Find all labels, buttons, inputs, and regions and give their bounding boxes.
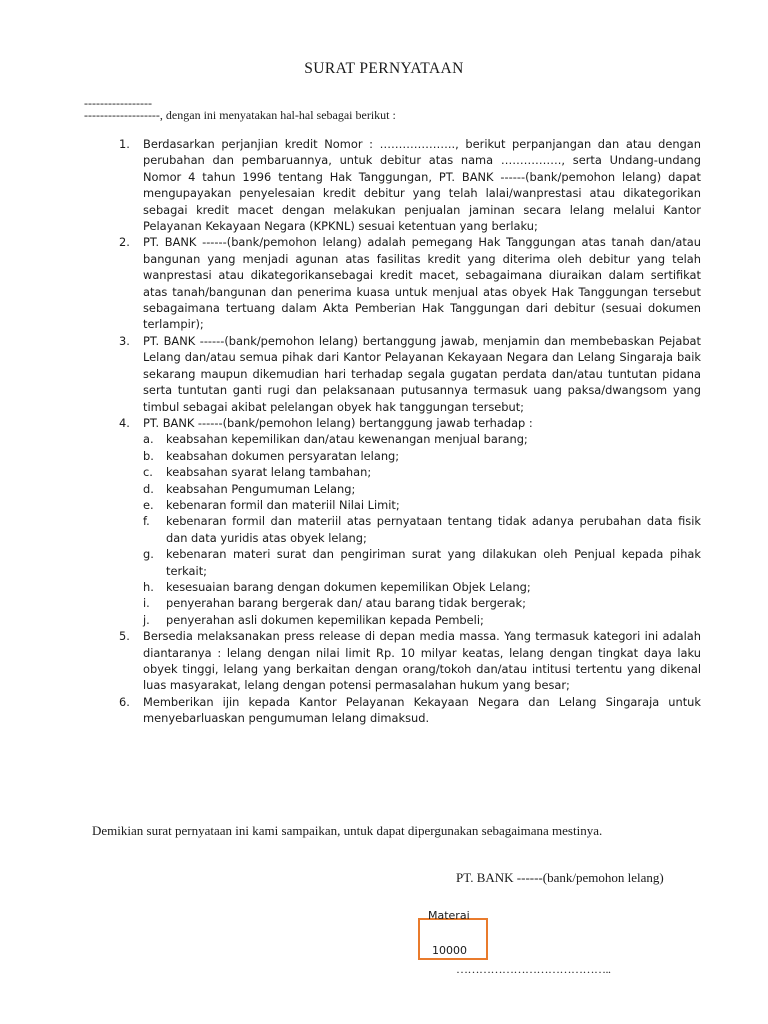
item-text: Bersedia melaksanakan press release di depan media massa. Yang termasuk kategori ini adalah diantaranya : lelang dengan nilai limit Rp. 10 milyar keatas, lelang dengan tingkat daya laku obyek tinggi, lelang yang berkaitan dengan orang/tokoh dan/atau intitusi tertentu yang dikenal luas masyarakat, lelang dengan potensi permasalahan hukum yang besar;: [143, 629, 701, 693]
sub-item-letter: j.: [143, 612, 150, 627]
item-number: 3.: [119, 333, 130, 348]
declarant-name-blank: -----------------: [84, 96, 152, 110]
sub-item-letter: e.: [143, 497, 154, 512]
sub-item-text: keabsahan Pengumuman Lelang;: [166, 481, 356, 496]
sub-list-item: [143, 431, 701, 447]
sub-item-text: kebenaran formil dan materiil Nilai Limit;: [166, 497, 400, 512]
sub-item-text: kesesuaian barang dengan dokumen kepemilikan Objek Lelang;: [166, 579, 531, 594]
sub-item-text: penyerahan barang bergerak dan/ atau barang tidak bergerak;: [166, 596, 526, 611]
item-text: PT. BANK ------(bank/pemohon lelang) bertanggung jawab terhadap :: [143, 415, 533, 430]
sub-item-letter: h.: [143, 579, 154, 594]
item-text: Memberikan ijin kepada Kantor Pelayanan Kekayaan Negara dan Lelang Singaraja untuk menyebarluaskan pengumuman lelang dimaksud.: [143, 694, 701, 726]
statement-list: [0, 136, 768, 727]
sub-list-item: [143, 497, 701, 513]
stamp-value: 10000: [432, 944, 467, 957]
sub-item-text: kebenaran materi surat dan pengiriman surat yang dilakukan oleh Penjual kepada pihak terkait;: [166, 547, 701, 578]
sub-item-text: keabsahan dokumen persyaratan lelang;: [166, 448, 400, 463]
item-text: PT. BANK ------(bank/pemohon lelang) bertanggung jawab, menjamin dan membebaskan Pejabat Lelang dan/atau semua pihak dari Kantor Pelayanan Kekayaan Negara dan Lelang Singaraja baik sekarang maupun dikemudian hari terhadap segala gugatan perdata dan/atau tuntutan pidana serta tuntutan ganti rugi dan pelaksanaan putusannya termasuk uang paksa/dwangsom yang timbul sebagai akibat pelelangan obyek hak tanggungan tersebut;: [143, 333, 701, 414]
list-item: [119, 234, 701, 332]
sub-item-text: keabsahan syarat lelang tambahan;: [166, 465, 372, 480]
item-number: 2.: [119, 235, 130, 250]
list-item: [119, 415, 701, 431]
sub-item-letter: a.: [143, 432, 154, 447]
signatory-name: PT. BANK ------(bank/pemohon lelang): [456, 870, 664, 885]
sub-list-item: [143, 595, 701, 611]
list-item: [119, 628, 701, 694]
sub-list-item: [143, 612, 701, 628]
document-title: SURAT PERNYATAAN: [304, 60, 464, 77]
sub-list-item: [143, 513, 701, 546]
sub-list-item: [143, 448, 701, 464]
sub-list-item: [143, 579, 701, 595]
sub-list-item: [143, 546, 701, 579]
item-text: Berdasarkan perjanjian kredit Nomor : ……………….., berikut perpanjangan dan atau dengan perubahan dan pembaruannya, untuk debitur atas nama ……………., serta Undang-undang Nomor 4 tahun 1996 tentang Hak Tanggungan, PT. BANK ------(bank/pemohon lelang) dapat mengupayakan penyelesaian kredit debitur yang telah lalai/wanprestasi atau dikategorikan sebagai kredit macet dengan melakukan penjualan jaminan secara lelang melalui Kantor Pelayanan Kekayaan Negara (KPKNL) sesuai ketentuan yang berlaku;: [143, 137, 701, 234]
signature-line: …………………………………..: [456, 962, 611, 976]
sub-item-text: keabsahan kepemilikan dan/atau kewenangan menjual barang;: [166, 432, 528, 447]
item-number: 5.: [119, 629, 130, 644]
item-number: 1.: [119, 137, 130, 151]
item-number: 4.: [119, 415, 130, 430]
closing-statement: Demikian surat pernyataan ini kami sampaikan, untuk dapat dipergunakan sebagaimana mestinya.: [92, 823, 603, 838]
sub-list-item: [143, 481, 701, 497]
sub-item-text: penyerahan asli dokumen kepemilikan kepada Pembeli;: [166, 612, 484, 627]
sub-item-letter: g.: [143, 547, 154, 562]
item-text: PT. BANK ------(bank/pemohon lelang) adalah pemegang Hak Tanggungan atas tanah dan/atau bangunan yang menjadi agunan atas fasilitas kredit yang diterima oleh debitur yang telah wanprestasi atau dikategorikansebagai kredit macet, sebagaimana diuraikan dalam sertifikat atas tanah/bangunan dan penerima kuasa untuk menjual atas obyek Hak Tanggungan tersebut sebagaimana tertuang dalam Akta Pemberian Hak Tanggungan dari debitur (sesuai dokumen terlampir);: [143, 235, 701, 332]
sub-item-letter: c.: [143, 465, 153, 480]
sub-item-letter: d.: [143, 481, 154, 496]
sub-item-letter: i.: [143, 596, 150, 611]
item-number: 6.: [119, 694, 130, 709]
list-item: [119, 694, 701, 727]
list-item: [119, 333, 701, 415]
sub-item-letter: f.: [143, 514, 150, 529]
sub-list-item: [143, 464, 701, 480]
sub-item-text: kebenaran formil dan materiil atas pernyataan tentang tidak adanya perubahan data fisik dan data yuridis atas obyek lelang;: [166, 514, 701, 545]
sub-item-letter: b.: [143, 448, 154, 463]
stamp-label: Materai: [428, 909, 470, 922]
list-item: [119, 136, 701, 234]
intro-sentence: -------------------, dengan ini menyatakan hal-hal sebagai berikut :: [84, 108, 396, 122]
